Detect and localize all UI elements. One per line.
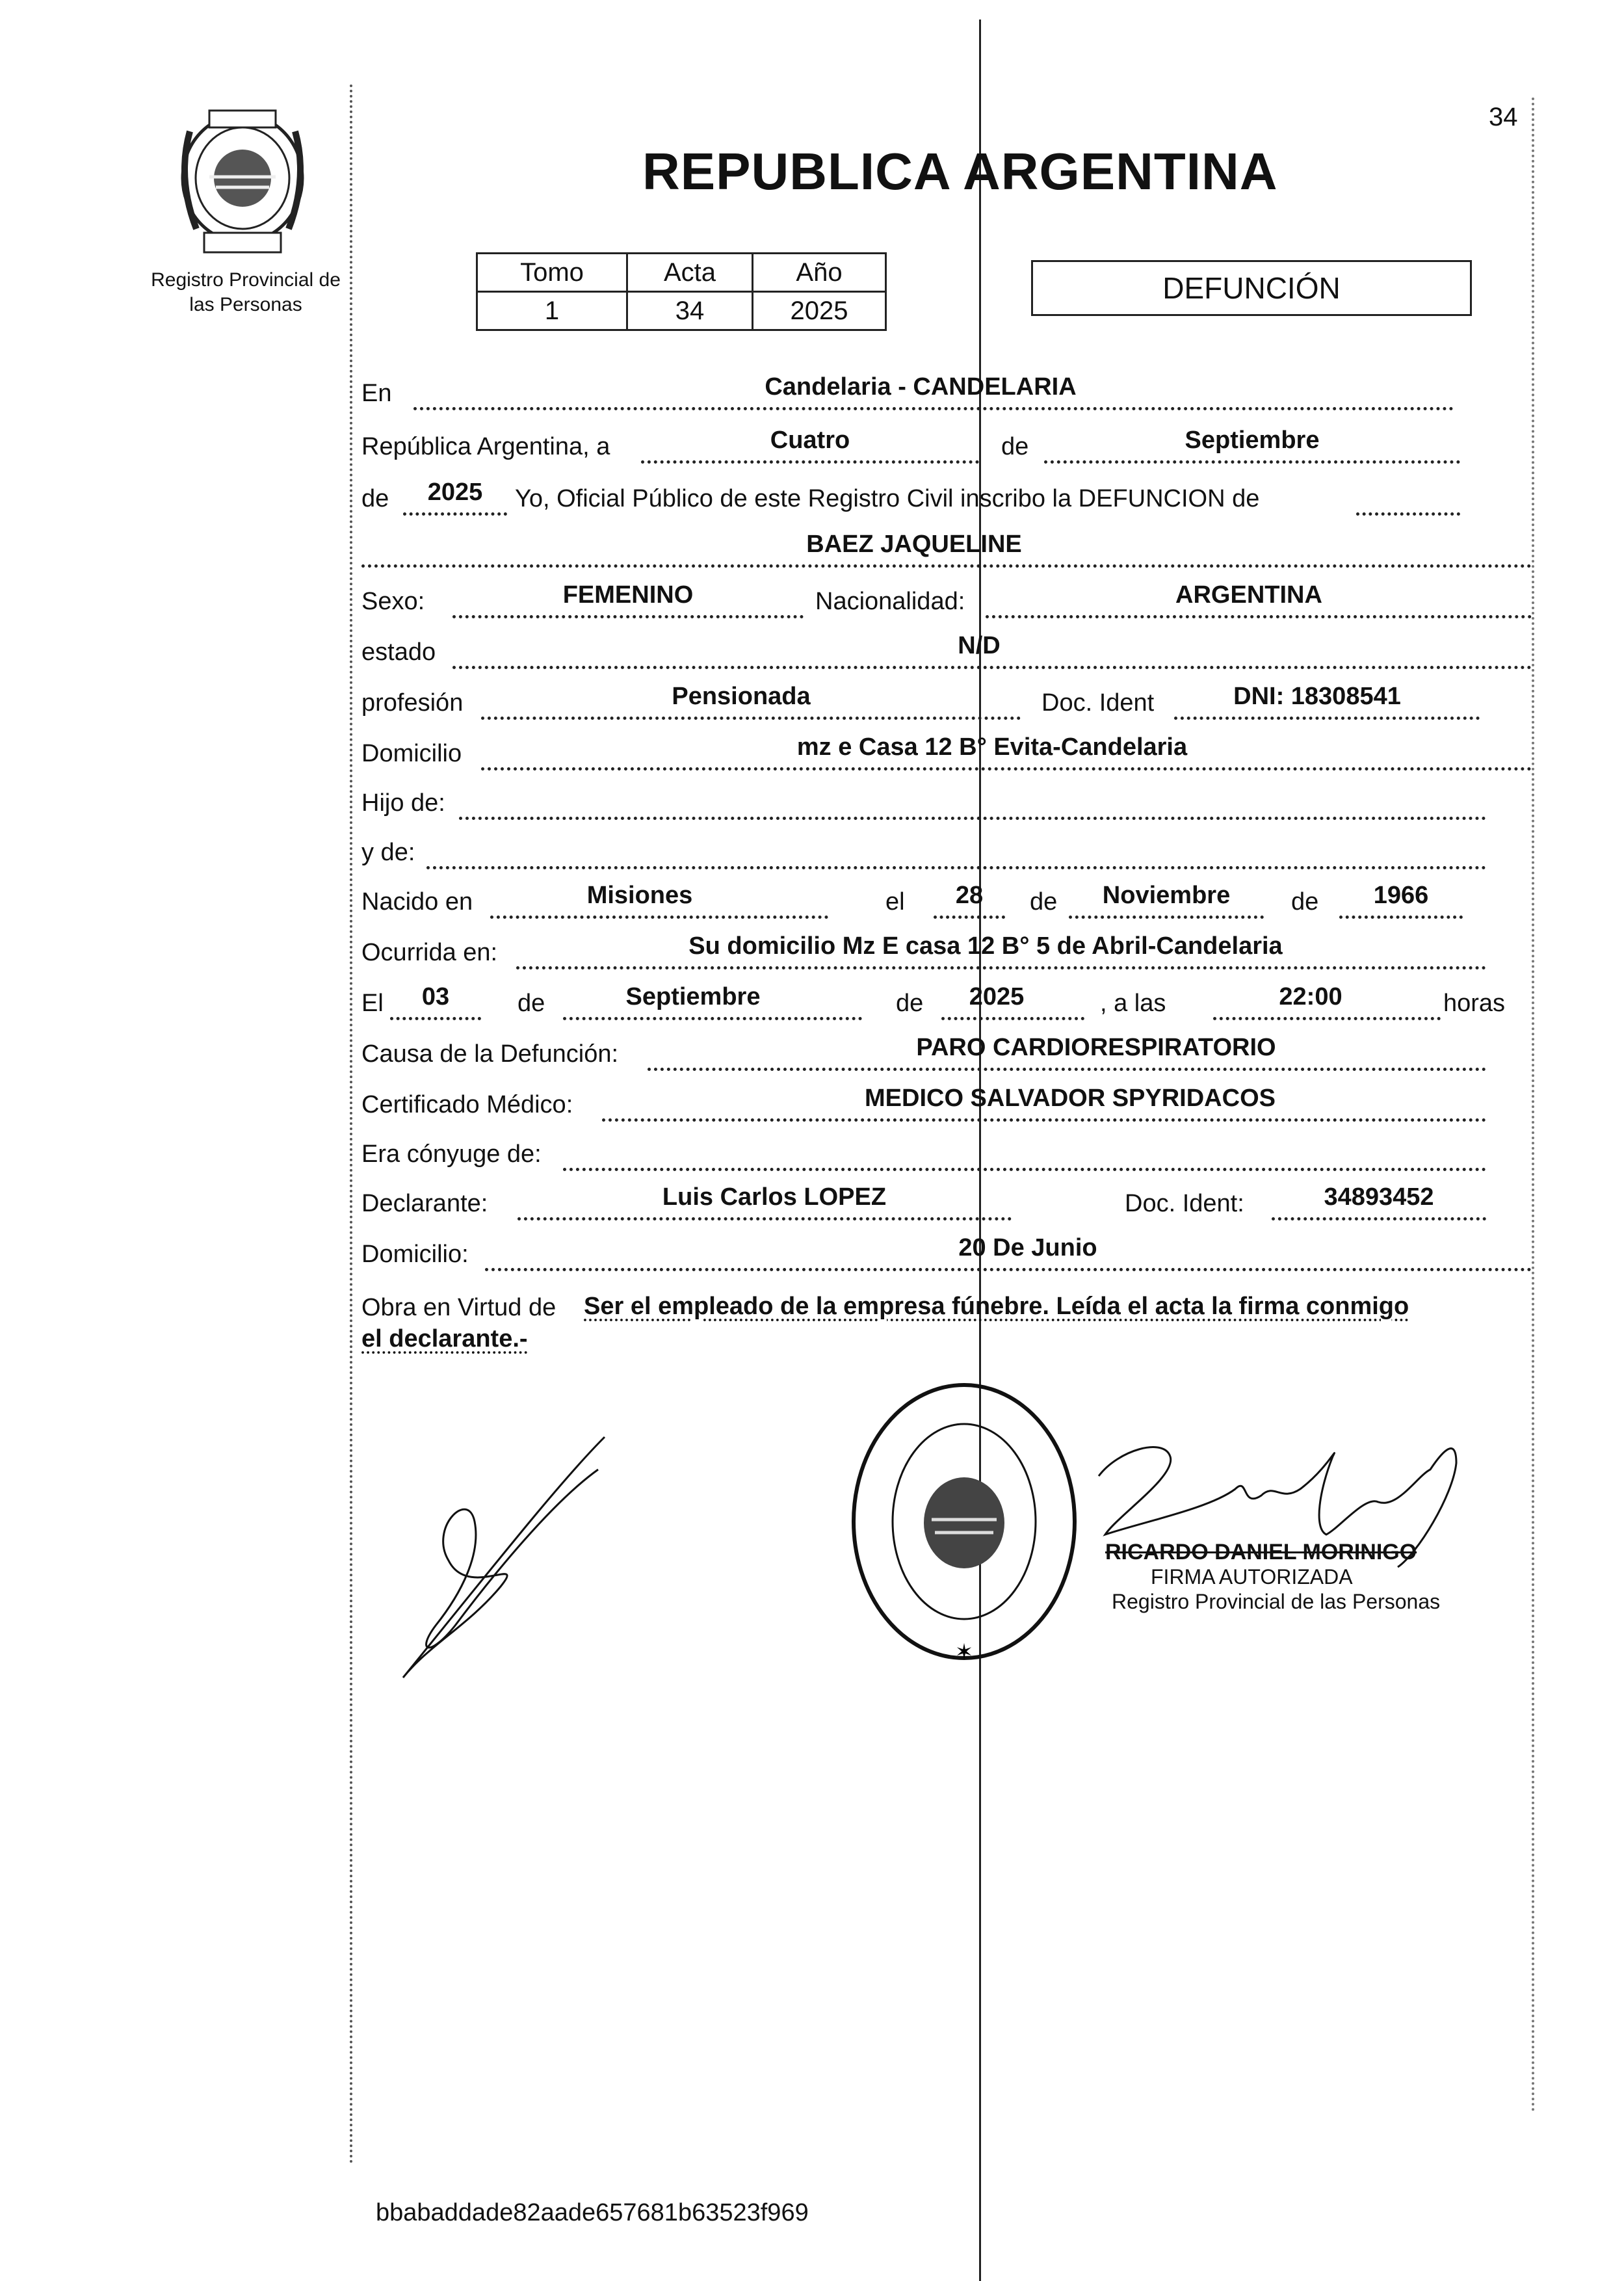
domicilio-label: Domicilio xyxy=(361,740,462,767)
death-day: 03 xyxy=(421,983,450,1010)
death-year: 2025 xyxy=(969,983,1025,1010)
anio-header: Año xyxy=(753,254,886,292)
year-value: 2025 xyxy=(427,479,483,506)
de6-label: de xyxy=(896,990,924,1017)
death-time: 22:00 xyxy=(1279,983,1342,1010)
doc-ident-value: DNI: 18308541 xyxy=(1233,683,1401,710)
dotted-line xyxy=(481,717,1021,720)
row-profesion xyxy=(361,680,1532,730)
registry-name-line-2: las Personas xyxy=(189,294,302,315)
doc-ident2-label: Doc. Ident: xyxy=(1125,1190,1244,1217)
sexo-label: Sexo: xyxy=(361,588,425,615)
de-label: de xyxy=(1001,433,1029,460)
dotted-line xyxy=(563,1168,1486,1171)
de4-label: de xyxy=(1291,888,1319,916)
row-estado xyxy=(361,629,1532,679)
birth-day: 28 xyxy=(955,882,984,909)
row-deceased-name xyxy=(361,528,1532,577)
dotted-line xyxy=(413,407,1454,410)
dotted-line xyxy=(1213,1017,1441,1020)
row-hijo xyxy=(361,780,1532,830)
horas-label: horas xyxy=(1443,990,1506,1017)
dotted-line xyxy=(1044,460,1460,464)
acta-value: 34 xyxy=(627,292,753,330)
birth-year: 1966 xyxy=(1373,882,1429,909)
dotted-line xyxy=(403,512,507,516)
de2-label: de xyxy=(361,485,389,512)
nacido-value: Misiones xyxy=(586,882,693,909)
left-margin-line xyxy=(350,85,355,2165)
obra-value-line1: Ser el empleado de la empresa fúnebre. Leída el acta la firma conmigo xyxy=(584,1293,1409,1320)
domicilio2-label: Domicilio: xyxy=(361,1241,469,1268)
row-fecha-muerte xyxy=(361,981,1532,1030)
row-obra xyxy=(361,1285,1532,1356)
dotted-line xyxy=(490,916,828,919)
causa-value: PARO CARDIORESPIRATORIO xyxy=(916,1034,1276,1061)
row-nacido xyxy=(361,879,1532,929)
svg-text:✶: ✶ xyxy=(954,1639,974,1665)
dotted-line xyxy=(452,666,1532,669)
dotted-line xyxy=(452,615,804,618)
row-yde xyxy=(361,830,1532,879)
dotted-line xyxy=(934,916,1005,919)
dotted-line xyxy=(1174,717,1480,720)
dotted-line xyxy=(986,615,1532,618)
row-domicilio2 xyxy=(361,1232,1532,1281)
de3-label: de xyxy=(1030,888,1058,916)
dotted-line xyxy=(517,1217,1012,1220)
el2-label: El xyxy=(361,990,384,1017)
right-margin-line xyxy=(1532,98,1537,2113)
domicilio-value: mz e Casa 12 B° Evita-Candelaria xyxy=(796,733,1188,761)
month-value: Septiembre xyxy=(1185,427,1320,454)
dotted-line xyxy=(1272,1217,1486,1220)
dotted-line xyxy=(1339,916,1463,919)
dotted-line xyxy=(648,1068,1486,1071)
day-words: Cuatro xyxy=(770,427,850,454)
row-declarante xyxy=(361,1181,1532,1230)
declarante-value: Luis Carlos LOPEZ xyxy=(662,1183,887,1211)
el-label: el xyxy=(885,888,905,916)
registry-name xyxy=(129,268,363,317)
certificado-value: MEDICO SALVADOR SPYRIDACOS xyxy=(865,1085,1276,1112)
hijo-label: Hijo de: xyxy=(361,789,445,817)
record-table xyxy=(476,252,887,331)
row-conyuge xyxy=(361,1131,1532,1181)
dotted-line xyxy=(481,767,1532,771)
row-inscribo xyxy=(361,476,1532,525)
dotted-line xyxy=(1069,916,1264,919)
dotted-line xyxy=(516,966,1486,969)
nacido-label: Nacido en xyxy=(361,888,473,916)
death-month: Septiembre xyxy=(625,983,761,1010)
official-name: RICARDO DANIEL MORINIGO xyxy=(1105,1540,1417,1564)
estado-value: N/D xyxy=(958,632,1001,659)
nacionalidad-label: Nacionalidad: xyxy=(815,588,965,615)
yde-label: y de: xyxy=(361,839,415,866)
profesion-value: Pensionada xyxy=(672,683,811,710)
nacionalidad-value: ARGENTINA xyxy=(1175,581,1322,609)
tomo-value: 1 xyxy=(477,292,627,330)
dotted-line xyxy=(602,1118,1486,1122)
page-title: REPUBLICA ARGENTINA xyxy=(642,142,1278,200)
sexo-value: FEMENINO xyxy=(562,581,694,609)
ocurrida-value: Su domicilio Mz E casa 12 B° 5 de Abril-Candelaria xyxy=(688,932,1283,960)
dotted-line xyxy=(1356,512,1460,516)
anio-value: 2025 xyxy=(753,292,886,330)
de5-label: de xyxy=(517,990,545,1017)
alas-label: , a las xyxy=(1100,990,1166,1017)
row-ocurrida xyxy=(361,930,1532,979)
certificado-label: Certificado Médico: xyxy=(361,1091,573,1118)
tomo-header: Tomo xyxy=(477,254,627,292)
profesion-label: profesión xyxy=(361,689,464,717)
obra-label: Obra en Virtud de xyxy=(361,1294,557,1321)
row-en xyxy=(361,371,1532,420)
dotted-line xyxy=(641,460,979,464)
conyuge-label: Era cónyuge de: xyxy=(361,1140,542,1168)
dotted-line xyxy=(485,1268,1532,1271)
authorization-line-2: Registro Provincial de las Personas xyxy=(1112,1590,1441,1613)
page-number: 34 xyxy=(1489,103,1518,131)
obra-value-line2: el declarante.- xyxy=(361,1325,528,1352)
causa-label: Causa de la Defunción: xyxy=(361,1040,619,1068)
ocurrida-label: Ocurrida en: xyxy=(361,939,498,966)
delegation-stamp-icon xyxy=(844,1373,1084,1674)
estado-label: estado xyxy=(361,639,436,666)
record-type-box: DEFUNCIÓN xyxy=(1031,260,1472,316)
row-causa xyxy=(361,1031,1532,1081)
birth-month: Noviembre xyxy=(1102,882,1231,909)
declarant-signature xyxy=(390,1431,624,1691)
deceased-name: BAEZ JAQUELINE xyxy=(806,531,1022,558)
en-value: Candelaria - CANDELARIA xyxy=(765,373,1077,401)
acta-header: Acta xyxy=(627,254,753,292)
province-seal-icon xyxy=(170,105,315,257)
row-sexo xyxy=(361,579,1532,628)
dotted-line xyxy=(361,564,1532,568)
republica-label: República Argentina, a xyxy=(361,433,610,460)
row-republica xyxy=(361,424,1532,473)
doc-ident2-value: 34893452 xyxy=(1324,1183,1434,1211)
dotted-line xyxy=(426,866,1486,869)
row-domicilio xyxy=(361,731,1532,780)
dotted-line xyxy=(459,817,1486,820)
dotted-line xyxy=(941,1017,1084,1020)
document-hash: bbabaddade82aade657681b63523f969 xyxy=(376,2199,809,2226)
registry-name-line-1: Registro Provincial de xyxy=(151,269,341,291)
row-certificado xyxy=(361,1082,1532,1131)
dotted-line xyxy=(390,1017,481,1020)
doc-ident-label: Doc. Ident xyxy=(1041,689,1155,717)
dotted-line xyxy=(563,1017,862,1020)
authorization-block xyxy=(1105,1540,1440,1614)
declarante-label: Declarante: xyxy=(361,1190,488,1217)
domicilio2-value: 20 De Junio xyxy=(958,1234,1097,1261)
authorization-line-1: FIRMA AUTORIZADA xyxy=(1151,1565,1353,1589)
en-label: En xyxy=(361,380,392,407)
inscribo-text: Yo, Oficial Público de este Registro Civil inscribo la DEFUNCION de xyxy=(515,485,1260,512)
